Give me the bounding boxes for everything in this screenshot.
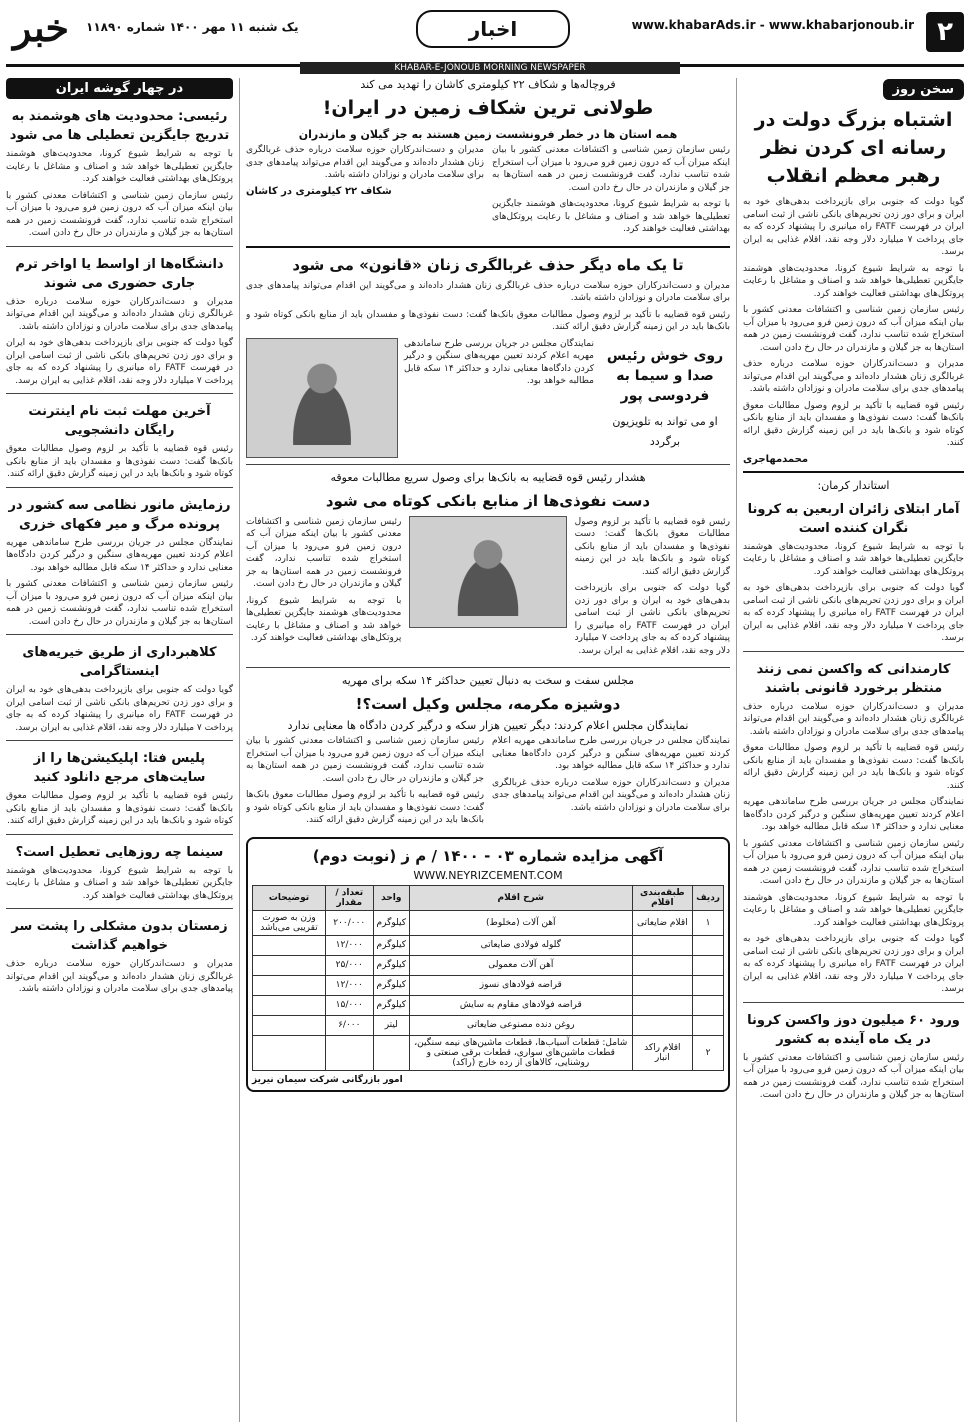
table-cell	[632, 975, 693, 995]
table-cell: ۱	[693, 910, 724, 935]
story-text-4: رئیس قوه قضاییه با تأکید بر لزوم وصول مطالبات معوق بانک‌ها گفت: دست نفوذی‌ها و مفسدان باید از منابع بانکی کوتاه شود و بانک‌ها باید در این زمینه گزارش دقیق ارائه کنند.	[246, 790, 484, 825]
ad-website[interactable]: WWW.NEYRIZCEMENT.COM	[413, 868, 563, 882]
story-body-2: رئیس قوه قضاییه با تأکید بر لزوم وصول مطالبات معوق بانک‌ها گفت: دست نفوذی‌ها و مفسدان باید از منابع بانکی کوتاه شود و بانک‌ها باید در این زمینه گزارش دقیق ارائه کنند.	[743, 743, 964, 791]
editorial-body-2: با توجه به شرایط شیوع کرونا، محدودیت‌های هوشمند جایگزین تعطیلی‌ها خواهد شد و اصناف و مشاغل با رعایت پروتکل‌های بهداشتی فعالیت خواهند کرد.	[743, 263, 964, 299]
left-headline[interactable]: آخرین مهلت ثبت نام اینترنت رایگان دانشجویی	[28, 404, 211, 438]
story-text-3: رئیس سازمان زمین شناسی و اکتشافات معدنی کشور با بیان اینکه میزان آب که درون زمین فرو می‌رود با میزان آب استخراج شده تناسب ندارد، گفت فرونشست زمین در همه استان‌ها به جز گیلان و مازندران در حال رخ دادن است.	[246, 516, 402, 589]
left-headline[interactable]: پلیس فتا: اپلیکیشن‌ها را از سایت‌های مرجع دانلود کنید	[33, 751, 206, 785]
table-cell	[253, 1035, 326, 1070]
left-headline[interactable]: کلاهبرداری از طریق خیریه‌های اینستاگرامی	[22, 645, 217, 679]
table-cell	[373, 1035, 409, 1070]
ad-title: آگهی مزایده شماره ۰۳ - ۱۴۰۰ / م ز (نوبت دوم)	[312, 846, 664, 865]
left-body-2: رئیس سازمان زمین شناسی و اکتشافات معدنی کشور با بیان اینکه میزان آب که درون زمین فرو می‌رود با میزان آب استخراج شده تناسب ندارد، گفت فرونشست زمین در همه استان‌ها به جز گیلان و مازندران در حال رخ دادن است.	[6, 190, 233, 238]
table-cell: روغن دنده مصنوعی ضایعاتی	[410, 1015, 633, 1035]
table-cell: ۱۲/۰۰۰	[325, 935, 373, 955]
table-cell: اقلام راکد انبار	[632, 1035, 693, 1070]
judiciary-photo	[409, 516, 566, 628]
story-text-2: گویا دولت که جنوبی برای بازپرداخت بدهی‌های خود به ایران و برای دور زدن تحریم‌های بانکی ناشی از ثبت اسامی ایران در فهرست FATF راه میانبری را پیشنهاد کرده که به جای پرداخت ۷ میلیارد دلار وجه نقد، اقلام غذایی به ایران برسد.	[574, 583, 730, 656]
left-body: با توجه به شرایط شیوع کرونا، محدودیت‌های هوشمند جایگزین تعطیلی‌ها خواهد شد و اصناف و مشاغل با رعایت پروتکل‌های بهداشتی فعالیت خواهند کرد.	[6, 149, 233, 184]
lead-body	[246, 144, 730, 240]
left-body: مدیران و دست‌اندرکاران حوزه سلامت درباره حذف غربالگری زنان هشدار داده‌اند و می‌گویند این اقدام می‌تواند پیامدهای جدی برای سلامت مادران و نوزادان داشته باشد.	[6, 959, 233, 994]
lead-caption: شکاف ۲۲ کیلومتری در کاشان	[246, 185, 392, 197]
table-cell: آهن آلات (مخلوط)	[410, 910, 633, 935]
left-headline[interactable]: رزمایش مانور نظامی سه کشور در پرونده مرگ و میر فکهای خزری	[8, 497, 231, 532]
auction-ad	[246, 837, 730, 1092]
left-body: رئیس قوه قضاییه با تأکید بر لزوم وصول مطالبات معوق بانک‌ها گفت: دست نفوذی‌ها و مفسدان باید از منابع بانکی کوتاه شود و بانک‌ها باید در این زمینه گزارش دقیق ارائه کنند.	[6, 791, 233, 826]
story-headline[interactable]: تا یک ماه دیگر حذف غربالگری زنان «قانون» می شود	[292, 255, 684, 274]
story-text: رئیس قوه قضاییه با تأکید بر لزوم وصول مطالبات معوق بانک‌ها گفت: دست نفوذی‌ها و مفسدان باید از منابع بانکی کوتاه شود و بانک‌ها باید در این زمینه گزارش دقیق ارائه کنند.	[574, 516, 730, 577]
story-body	[246, 516, 730, 662]
editorial-body-5: رئیس قوه قضاییه با تأکید بر لزوم وصول مطالبات معوق بانک‌ها گفت: دست نفوذی‌ها و مفسدان باید از منابع بانکی کوتاه شود و بانک‌ها باید در این زمینه گزارش دقیق ارائه کنند.	[743, 400, 964, 448]
story-kicker: استاندار کرمان:	[817, 478, 890, 492]
table-row	[253, 935, 724, 955]
left-body-2: گویا دولت که جنوبی برای بازپرداخت بدهی‌های خود به ایران و برای دور زدن تحریم‌های بانکی ناشی از ثبت اسامی ایران در فهرست FATF راه میانبری را پیشنهاد کرده که به جای پرداخت ۷ میلیارد دلار وجه نقد، اقلام غذایی به ایران برسد.	[6, 338, 233, 386]
table-cell: ۱۵/۰۰۰	[325, 995, 373, 1015]
tv-headline[interactable]	[600, 338, 730, 458]
table-cell: کیلوگرم	[373, 935, 409, 955]
table-cell: اقلام ضایعاتی	[632, 910, 693, 935]
left-body: نمایندگان مجلس در جریان بررسی طرح ساماندهی مهریه اعلام کردند تعیین مهریه‌های سنگین و درگیر کردن دادگاه‌ها معنایی ندارد و حداکثر ۱۴ سکه قابل مطالبه خواهد بود.	[6, 537, 233, 573]
story-text: نمایندگان مجلس در جریان بررسی طرح ساماندهی مهریه اعلام کردند تعیین مهریه‌های سنگین و درگیر کردن دادگاه‌ها معنایی ندارد و حداکثر ۱۴ سکه قابل مطالبه خواهد بود.	[492, 736, 730, 771]
story-text-3: رئیس سازمان زمین شناسی و اکتشافات معدنی کشور با بیان اینکه میزان آب که درون زمین فرو می‌رود با میزان آب استخراج شده تناسب ندارد، گفت فرونشست زمین در همه استان‌ها به جز گیلان و مازندران در حال رخ دادن است.	[246, 736, 484, 784]
table-cell	[632, 1015, 693, 1035]
story-headline[interactable]: کارمندانی که واکسن نمی زنند منتظر برخورد قانونی باشند	[756, 661, 951, 696]
table-cell	[253, 935, 326, 955]
column-label: سخن روز	[883, 79, 964, 100]
subband: KHABAR-E-JONOUB MORNING NEWSPAPER	[300, 62, 680, 74]
tv-body: نمایندگان مجلس در جریان بررسی طرح ساماندهی مهریه اعلام کردند تعیین مهریه‌های سنگین و درگیر کردن دادگاه‌ها معنایی ندارد و حداکثر ۱۴ سکه قابل مطالبه خواهد بود.	[404, 338, 594, 386]
ad-column-header: طبقه‌بندی اقلام	[632, 885, 693, 910]
story-body: با توجه به شرایط شیوع کرونا، محدودیت‌های هوشمند جایگزین تعطیلی‌ها خواهد شد و اصناف و مشاغل با رعایت پروتکل‌های بهداشتی فعالیت خواهند کرد.	[743, 541, 964, 577]
table-cell	[253, 975, 326, 995]
lead-text: رئیس سازمان زمین شناسی و اکتشافات معدنی کشور با بیان اینکه میزان آب که درون زمین فرو می‌رود با میزان آب استخراج شده تناسب ندارد، گفت فرونشست زمین در همه استان‌ها به جز گیلان و مازندران در حال رخ دادن است.	[492, 145, 730, 193]
newspaper-logo: خبر	[13, 5, 69, 50]
left-headline[interactable]: رئیسی: محدودیت های هوشمند به تدریج جایگزین تعطیلی ها می شود	[9, 109, 230, 143]
table-row	[253, 1035, 724, 1070]
story-body	[246, 735, 730, 831]
left-headline[interactable]: دانشگاه‌ها از اواسط یا اواخر ترم جاری حضوری می شوند	[15, 256, 224, 291]
table-cell	[253, 995, 326, 1015]
table-cell: آهن آلات معمولی	[410, 955, 633, 975]
story-body: رئیس سازمان زمین شناسی و اکتشافات معدنی کشور با بیان اینکه میزان آب که درون زمین فرو می‌رود با میزان آب استخراج شده تناسب ندارد، گفت فرونشست زمین در همه استان‌ها به جز گیلان و مازندران در حال رخ دادن است.	[743, 1052, 964, 1100]
table-cell: ۲۵/۰۰۰	[325, 955, 373, 975]
story-body-3: نمایندگان مجلس در جریان بررسی طرح ساماندهی مهریه اعلام کردند تعیین مهریه‌های سنگین و درگیر کردن دادگاه‌ها معنایی ندارد و حداکثر ۱۴ سکه قابل مطالبه خواهد بود.	[743, 797, 964, 832]
editorial-body: گویا دولت که جنوبی برای بازپرداخت بدهی‌های خود به ایران و برای دور زدن تحریم‌های بانکی ناشی از ثبت اسامی ایران در فهرست FATF راه میانبری را پیشنهاد کرده که به جای پرداخت ۷ میلیارد دلار وجه نقد، اقلام غذایی به ایران برسد.	[743, 197, 964, 257]
left-body: رئیس قوه قضاییه با تأکید بر لزوم وصول مطالبات معوق بانک‌ها گفت: دست نفوذی‌ها و مفسدان باید از منابع بانکی کوتاه شود و بانک‌ها باید در این زمینه گزارش دقیق ارائه کنند.	[6, 444, 233, 479]
story-body-2: رئیس قوه قضاییه با تأکید بر لزوم وصول مطالبات معوق بانک‌ها گفت: دست نفوذی‌ها و مفسدان باید از منابع بانکی کوتاه شود و بانک‌ها باید در این زمینه گزارش دقیق ارائه کنند.	[246, 309, 730, 332]
story-subhead: نمایندگان مجلس اعلام کردند: دیگر تعیین هزار سکه و درگیر کردن دادگاه ها معنایی ندارد	[287, 719, 689, 732]
dateline: یک شنبه ۱۱ مهر ۱۴۰۰ شماره ۱۱۸۹۰	[86, 20, 299, 34]
table-cell	[632, 935, 693, 955]
table-cell: ۱۲/۰۰۰	[325, 975, 373, 995]
table-cell: ۲	[693, 1035, 724, 1070]
table-cell	[693, 975, 724, 995]
story-body: مدیران و دست‌اندرکاران حوزه سلامت درباره حذف غربالگری زنان هشدار داده‌اند و می‌گویند این اقدام می‌تواند پیامدهای جدی برای سلامت مادران و نوزادان داشته باشد.	[743, 701, 964, 737]
editorial-author: محمدمهاجری	[743, 453, 809, 465]
page-number: ۲	[926, 12, 964, 52]
table-cell	[693, 1015, 724, 1035]
tv-subhead: او می تواند به تلویزیون برگردد	[612, 414, 718, 448]
table-row	[253, 975, 724, 995]
table-cell: قراضه فولادهای مقاوم به سایش	[410, 995, 633, 1015]
table-cell	[693, 955, 724, 975]
editorial-body-3: رئیس سازمان زمین شناسی و اکتشافات معدنی کشور با بیان اینکه میزان آب که درون زمین فرو می‌رود با میزان آب استخراج شده تناسب ندارد، گفت فرونشست زمین در همه استان‌ها به جز گیلان و مازندران در حال رخ دادن است.	[743, 305, 964, 353]
table-row	[253, 995, 724, 1015]
table-cell	[632, 955, 693, 975]
table-cell: گلوله فولادی ضایعاتی	[410, 935, 633, 955]
left-body: با توجه به شرایط شیوع کرونا، محدودیت‌های هوشمند جایگزین تعطیلی‌ها خواهد شد و اصناف و مشاغل با رعایت پروتکل‌های بهداشتی فعالیت خواهند کرد.	[6, 865, 233, 901]
table-cell	[253, 1015, 326, 1035]
story-kicker: مجلس سفت و سخت به دنبال تعیین حداکثر ۱۴ سکه برای مهریه	[341, 674, 635, 687]
middle-column	[246, 78, 730, 1422]
left-body: مدیران و دست‌اندرکاران حوزه سلامت درباره حذف غربالگری زنان هشدار داده‌اند و می‌گویند این اقدام می‌تواند پیامدهای جدی برای سلامت مادران و نوزادان داشته باشد.	[6, 296, 233, 332]
table-cell: کیلوگرم	[373, 975, 409, 995]
left-body: گویا دولت که جنوبی برای بازپرداخت بدهی‌های خود به ایران و برای دور زدن تحریم‌های بانکی ناشی از ثبت اسامی ایران در فهرست FATF راه میانبری را پیشنهاد کرده که به جای پرداخت ۷ میلیارد دلار وجه نقد، اقلام غذایی به ایران برسد.	[6, 685, 233, 733]
story-text-4: با توجه به شرایط شیوع کرونا، محدودیت‌های هوشمند جایگزین تعطیلی‌ها خواهد شد و اصناف و مشاغل با رعایت پروتکل‌های بهداشتی فعالیت خواهند کرد.	[246, 595, 402, 643]
table-cell: ۲۰۰/۰۰۰	[325, 910, 373, 935]
story-kicker: هشدار رئیس قوه قضاییه به بانک‌ها برای وصول سریع مطالبات معوقه	[330, 470, 646, 484]
left-headline[interactable]: سینما چه روزهایی تعطیل است؟	[15, 844, 224, 860]
left-headline[interactable]: زمستان بدون مشکلی را پشت سر خواهیم گذاشت	[11, 919, 228, 953]
lead-text-3: مدیران و دست‌اندرکاران حوزه سلامت درباره حذف غربالگری زنان هشدار داده‌اند و می‌گویند این اقدام می‌تواند پیامدهای جدی برای سلامت مادران و نوزادان داشته باشد.	[246, 145, 484, 180]
story-body-6: گویا دولت که جنوبی برای بازپرداخت بدهی‌های خود به ایران و برای دور زدن تحریم‌های بانکی ناشی از ثبت اسامی ایران در فهرست FATF راه میانبری را پیشنهاد کرده که به جای پرداخت ۷ میلیارد دلار وجه نقد، اقلام غذایی به ایران برسد.	[743, 934, 964, 994]
table-cell: وزن به صورت تقریبی می‌باشد	[253, 910, 326, 935]
ad-column-header: شرح اقلام	[410, 885, 633, 910]
story-headline[interactable]: ورود ۶۰ میلیون دوز واکسن کرونا در یک ماه آینده به کشور	[747, 1012, 960, 1047]
table-cell: کیلوگرم	[373, 910, 409, 935]
story-body: مدیران و دست‌اندرکاران حوزه سلامت درباره حذف غربالگری زنان هشدار داده‌اند و می‌گویند این اقدام می‌تواند پیامدهای جدی برای سلامت مادران و نوزادان داشته باشد.	[246, 280, 730, 303]
table-cell: ۶/۰۰۰	[325, 1015, 373, 1035]
table-row	[253, 955, 724, 975]
table-cell: کیلوگرم	[373, 995, 409, 1015]
story-headline[interactable]: آمار ابتلای زائران اربعین به کرونا نگران کننده است	[747, 501, 960, 536]
tv-story	[246, 338, 730, 458]
story-text-2: مدیران و دست‌اندرکاران حوزه سلامت درباره حذف غربالگری زنان هشدار داده‌اند و می‌گویند این اقدام می‌تواند پیامدهای جدی برای سلامت مادران و نوزادان داشته باشد.	[492, 777, 730, 813]
table-cell	[325, 1035, 373, 1070]
table-cell	[693, 995, 724, 1015]
tv-headline-text: روی خوش رئیس صدا و سیما به فردوسی پور	[606, 347, 724, 404]
ad-column-header: ردیف	[693, 885, 724, 910]
table-cell: قراضه فولادهای نسوز	[410, 975, 633, 995]
ad-footer: امور بازرگانی شرکت سیمان نیریز	[252, 1074, 403, 1085]
editorial-body-4: مدیران و دست‌اندرکاران حوزه سلامت درباره حذف غربالگری زنان هشدار داده‌اند و می‌گویند این اقدام می‌تواند پیامدهای جدی برای سلامت مادران و نوزادان داشته باشد.	[743, 359, 964, 394]
table-cell	[632, 995, 693, 1015]
table-cell	[253, 955, 326, 975]
story-body-4: رئیس سازمان زمین شناسی و اکتشافات معدنی کشور با بیان اینکه میزان آب که درون زمین فرو می‌رود با میزان آب استخراج شده تناسب ندارد، گفت فرونشست زمین در همه استان‌ها به جز گیلان و مازندران در حال رخ دادن است.	[743, 838, 964, 886]
story-body-5: با توجه به شرایط شیوع کرونا، محدودیت‌های هوشمند جایگزین تعطیلی‌ها خواهد شد و اصناف و مشاغل با رعایت پروتکل‌های بهداشتی فعالیت خواهند کرد.	[743, 892, 964, 928]
table-row	[253, 1015, 724, 1035]
ad-column-header: واحد	[373, 885, 409, 910]
lead-kicker: فروچاله‌ها و شکاف ۲۲ کیلومتری کاشان را تهدید می کند	[360, 78, 616, 91]
left-column	[6, 78, 240, 1422]
ad-table	[252, 885, 724, 1071]
table-cell: کیلوگرم	[373, 955, 409, 975]
editorial-headline[interactable]: اشتباه بزرگ دولت در رسانه ای کردن نظر رهبر معظم انقلاب	[754, 109, 953, 187]
table-row	[253, 910, 724, 935]
lead-headline[interactable]: طولانی ترین شکاف زمین در ایران!	[322, 97, 654, 119]
lead-text-2: با توجه به شرایط شیوع کرونا، محدودیت‌های هوشمند جایگزین تعطیلی‌ها خواهد شد و اصناف و مشاغل با رعایت پروتکل‌های بهداشتی فعالیت خواهند کرد.	[492, 199, 730, 234]
site-urls[interactable]: www.khabarAds.ir - www.khabarjonoub.ir	[631, 18, 914, 32]
ad-column-header: توضیحات	[253, 885, 326, 910]
section-title: اخبار	[416, 10, 570, 48]
lead-subhead: همه استان ها در خطر فرونشست زمین هستند به جز گیلان و مازندران	[298, 128, 678, 141]
masthead	[6, 6, 964, 67]
story-headline[interactable]: دست نفوذی‌ها از منابع بانکی کوتاه می شود	[325, 491, 651, 510]
tv-photo	[246, 338, 398, 458]
table-cell: شامل: قطعات آسیاب‌ها، قطعات ماشین‌های نیمه سنگین، قطعات ماشین‌های سواری، قطعات برقی صنعتی و روشنایی، کالاهای از رده خارج (راکد)	[410, 1035, 633, 1070]
left-body-2: رئیس سازمان زمین شناسی و اکتشافات معدنی کشور با بیان اینکه میزان آب که درون زمین فرو می‌رود با میزان آب استخراج شده تناسب ندارد، گفت فرونشست زمین در همه استان‌ها به جز گیلان و مازندران در حال رخ دادن است.	[6, 579, 233, 627]
table-cell	[693, 935, 724, 955]
story-headline[interactable]: دوشیزه مکرمه، مجلس وکیل است؟!	[355, 695, 621, 713]
table-cell: لیتر	[373, 1015, 409, 1035]
left-band: در چهار گوشه ایران	[6, 78, 233, 99]
right-column	[736, 78, 964, 1422]
ad-column-header: تعداد / مقدار	[325, 885, 373, 910]
story-body-2: گویا دولت که جنوبی برای بازپرداخت بدهی‌های خود به ایران و برای دور زدن تحریم‌های بانکی ناشی از ثبت اسامی ایران در فهرست FATF راه میانبری را پیشنهاد کرده که به جای پرداخت ۷ میلیارد دلار وجه نقد، اقلام غذایی به ایران برسد.	[743, 583, 964, 643]
